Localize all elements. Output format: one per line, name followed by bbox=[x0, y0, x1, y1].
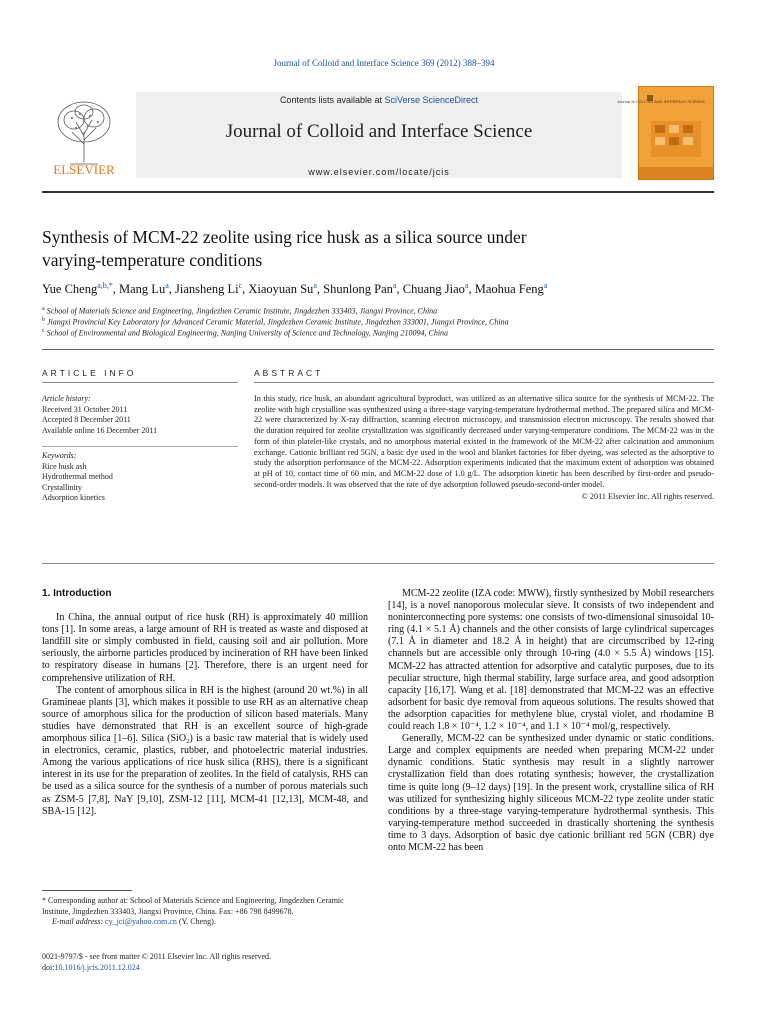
left-column bbox=[42, 588, 368, 818]
author-name[interactable]: Shunlong Pan bbox=[323, 282, 393, 297]
author-name[interactable]: Jiansheng Li bbox=[175, 282, 239, 297]
affiliation-a bbox=[42, 306, 714, 316]
history-accepted: Accepted 8 December 2011 bbox=[42, 415, 131, 424]
corresponding-author-note: * Corresponding author at: School of Materials Science and Engineering, Jingdezhen Ceramic Institute, Jingdezhen 333403, Jiangxi Province, China. Fax: +86 798 8499678. bbox=[42, 896, 344, 916]
author-separator: , bbox=[168, 282, 176, 297]
affiliation-text: School of Environmental and Biological Engineering, Nanjing University of Science and Technology, Nanjing 210094, China bbox=[46, 328, 449, 338]
journal-title: Journal of Colloid and Interface Science bbox=[225, 121, 533, 142]
article-info-heading: ARTICLE INFO bbox=[42, 368, 137, 378]
author-affiliation-marker[interactable]: a bbox=[392, 281, 397, 290]
affiliation-key: c bbox=[42, 328, 45, 334]
masthead-band bbox=[136, 92, 622, 178]
email-label: E-mail address: bbox=[52, 917, 106, 927]
publisher-wordmark: ELSEVIER bbox=[53, 162, 115, 177]
author-affiliation-marker[interactable]: a bbox=[464, 281, 469, 290]
body-paragraph: MCM-22 zeolite (IZA code: MWW), firstly synthesized by Mobil researchers [14], is a novel nanoporous molecular sieve. It consists of two independent and noninterconnecting pore systems: one consists of two-dimensional sinusoidal 10-ring (4.1 × 5.1 Å) channels and the other consists of large cylindrical supercages (7.1 Å in diameter and 18.2 Å in height) that are circumscribed by 12-ring channels but are accessible only through 10-ring (4.0 × 5.5 Å) windows [15]. MCM-22 has attracted attention for adsorptive and catalytic purposes, due to its peculiar structure, high thermal stability, large surface area, and good adsorption capacity [16,17]. Wang et al. [18] demonstrated that MCM-22 was an effective adsorbent for basic dye removal from aqueous solutions. The results showed that the adsorption capacities for methylene blue, crystal violet, and rhodamine B could reach 1.8 × 10⁻⁴, 1.2 × 10⁻⁴, and 1.1 × 10⁻⁴ mol/g, respectively. bbox=[388, 588, 714, 733]
contents-line bbox=[136, 95, 622, 105]
affiliation-key: b bbox=[42, 317, 45, 323]
header-rule bbox=[42, 349, 714, 350]
doi-prefix: doi: bbox=[42, 962, 55, 972]
article-info bbox=[42, 394, 238, 504]
intro-heading: 1. Introduction bbox=[42, 588, 112, 599]
author-affiliation-marker[interactable]: a bbox=[543, 281, 548, 290]
cover-title: Journal of COLLOID AND INTERFACE SCIENCE bbox=[616, 99, 705, 104]
author-separator: , bbox=[468, 282, 475, 297]
email-suffix: (Y. Cheng). bbox=[176, 917, 216, 927]
journal-cover-image bbox=[616, 86, 714, 180]
footnote bbox=[42, 896, 368, 928]
doi-line bbox=[42, 963, 442, 974]
email-link[interactable]: cy_jci@yahoo.com.cn bbox=[105, 917, 177, 927]
elsevier-logo bbox=[42, 92, 126, 176]
paper-title-line-2: varying-temperature conditions bbox=[42, 250, 263, 270]
author-separator: , bbox=[396, 282, 403, 297]
keywords-label: Keywords: bbox=[42, 451, 77, 460]
author-affiliation-marker[interactable]: a,b,* bbox=[97, 281, 113, 290]
author-name[interactable]: Chuang Jiao bbox=[402, 282, 465, 297]
author-affiliation-marker[interactable]: c bbox=[238, 281, 243, 290]
author-affiliation-marker[interactable]: a bbox=[313, 281, 317, 290]
paper-title-line-1: Synthesis of MCM-22 zeolite using rice husk as a silica source under bbox=[42, 227, 527, 247]
author-name[interactable]: Mang Lu bbox=[119, 282, 166, 297]
doi-link[interactable]: 10.1016/j.jcis.2011.12.024 bbox=[54, 962, 140, 972]
affiliation-c bbox=[42, 328, 714, 338]
affiliation-key: a bbox=[42, 306, 45, 312]
keyword: Rice husk ash bbox=[42, 461, 87, 471]
affiliation-b bbox=[42, 317, 714, 327]
abstract-text: In this study, rice husk, an abundant agricultural byproduct, was utilized as an alternative silica source for the synthesis of MCM-22. The zeolite with high crystalline was synthesized using a three-stage varying-temperature hydrothermal method. The prepared silica and MCM-22 were characterized by X-ray diffraction, scanning electron microscopy, and transmission electron microscopy. The results showed that the duration required for zeolite crystallization was significantly decreased under varying-temperature conditions. The MCM-22 was in the form of thin platelet-like crystals, and no amorphous material existed in the framework of the MCM-22 after calcination and ammonium exchange. Cationic brilliant red 5GN, a basic dye used in the wool and blanket factories for fiber dyeing, was selected as the adsorptive to study the adsorption performance of the MCM-22. Adsorption experiments indicated that the maximum extent of adsorption was obtained at pH of 10, contact time of 60 min, and MCM-22 dose of 1.0 g/L. The adsorption kinetic has been described by first-order and pseudo-second-order models. It was observed that the rate of dye adsorption followed pseudo-second-order model. bbox=[254, 394, 714, 489]
body-paragraph: The content of amorphous silica in RH is the highest (around 20 wt.%) in all Gramineae plants [3], which makes it possible to use RH as an alternative cheap source of amorphous silica for the production of silicon based materials. Many studies have demonstrated that RH is an excellent source of high-grade amorphous silica [1–6]. Silica (SiO₂) is a basic raw material that is widely used in electronics, ceramic, plastics, rubber, and photoelectric material industries. Among the various applications of rice husk silica (RHS), there is a significant interest in its use for the preparation of zeolites. In the field of catalysis, RHS can be used as a silica source for the synthesis of a number of porous materials such as ZSM-5 [7,8], NaY [9,10], ZSM-12 [11], MCM-41 [12,13], MCM-48, and SBA-15 [12]. bbox=[42, 684, 368, 817]
abstract-rule bbox=[254, 382, 714, 383]
affiliation-text: Jiangxi Provincial Key Laboratory for Advanced Ceramic Material, Jingdezhen Ceramic Institute, Jingdezhen 333001, Jiangxi Province, China bbox=[47, 317, 509, 327]
abstract bbox=[254, 394, 714, 503]
journal-citation[interactable]: Journal of Colloid and Interface Science 369 (2012) 388–394 bbox=[273, 58, 495, 68]
footnote-rule bbox=[42, 890, 132, 891]
author-name[interactable]: Yue Cheng bbox=[42, 282, 98, 297]
masthead-rule bbox=[42, 191, 714, 193]
paper-title bbox=[42, 226, 714, 272]
author-list bbox=[42, 281, 714, 297]
body-paragraph: Generally, MCM-22 can be synthesized under dynamic or static conditions. Large and complex equipments are needed when preparing MCM-22 under dynamic conditions. Static synthesis may result in a slightly narrower crystallization field than does rotating synthesis; however, the crystallization time is quite long (9–12 days) [19]. In the present work, crystalline silica of RH was utilized for synthesizing highly siliceous MCM-22 type zeolite under static conditions by a three-stage varying-temperature hydrothermal synthesis. This varying-temperature method succeeded in drastically shortening the synthesis time to 3 days. Adsorption of basic dye cationic brilliant red 5GN (CBR) dye onto MCM-22 has been bbox=[388, 733, 714, 853]
masthead bbox=[42, 86, 714, 182]
cover-art bbox=[616, 87, 713, 179]
history-label: Article history: bbox=[42, 394, 91, 403]
affiliation-text: School of Materials Science and Engineering, Jingdezhen Ceramic Institute, Jingdezhen 333403, Jiangxi Province, China bbox=[46, 306, 438, 316]
author-separator: , bbox=[112, 282, 120, 297]
info-divider bbox=[42, 446, 238, 447]
author-separator: , bbox=[316, 282, 324, 297]
history-online: Available online 16 December 2011 bbox=[42, 425, 158, 435]
abstract-heading: ABSTRACT bbox=[254, 368, 324, 378]
keyword: Hydrothermal method bbox=[42, 472, 113, 481]
email-note bbox=[42, 917, 368, 928]
author-name[interactable]: Maohua Feng bbox=[474, 282, 544, 297]
author-separator: , bbox=[242, 282, 249, 297]
keyword: Adsorption kinetics bbox=[42, 493, 105, 502]
elsevier-tree-icon bbox=[42, 92, 126, 176]
history-received: Received 31 October 2011 bbox=[42, 404, 128, 414]
abstract-bottom-rule bbox=[42, 563, 714, 564]
sciencedirect-link[interactable]: SciVerse ScienceDirect bbox=[384, 95, 479, 105]
body-paragraph: In China, the annual output of rice husk (RH) is approximately 40 million tons [1]. In some areas, a large amount of RH is treated as waste and disposed at landfill site or simply combusted in field, causing soil and air pollution. More seriously, the airborne particles produced by incineration of RH have been linked to respiratory disease in humans [2]. Therefore, there is an urgent need for comprehensive utilization of RH. bbox=[42, 612, 368, 684]
author-affiliation-marker[interactable]: a bbox=[165, 281, 169, 290]
front-matter bbox=[42, 952, 442, 973]
right-column bbox=[388, 588, 714, 854]
keyword: Crystallinity bbox=[42, 482, 82, 492]
article-info-rule bbox=[42, 382, 238, 383]
journal-url[interactable]: www.elsevier.com/locate/jcis bbox=[308, 167, 450, 177]
abstract-copyright: © 2011 Elsevier Inc. All rights reserved. bbox=[581, 492, 714, 502]
author-name[interactable]: Xiaoyuan Su bbox=[248, 282, 314, 297]
contents-prefix: Contents lists available at bbox=[279, 95, 385, 105]
issn-line: 0021-9797/$ - see front matter © 2011 Elsevier Inc. All rights reserved. bbox=[42, 952, 272, 961]
